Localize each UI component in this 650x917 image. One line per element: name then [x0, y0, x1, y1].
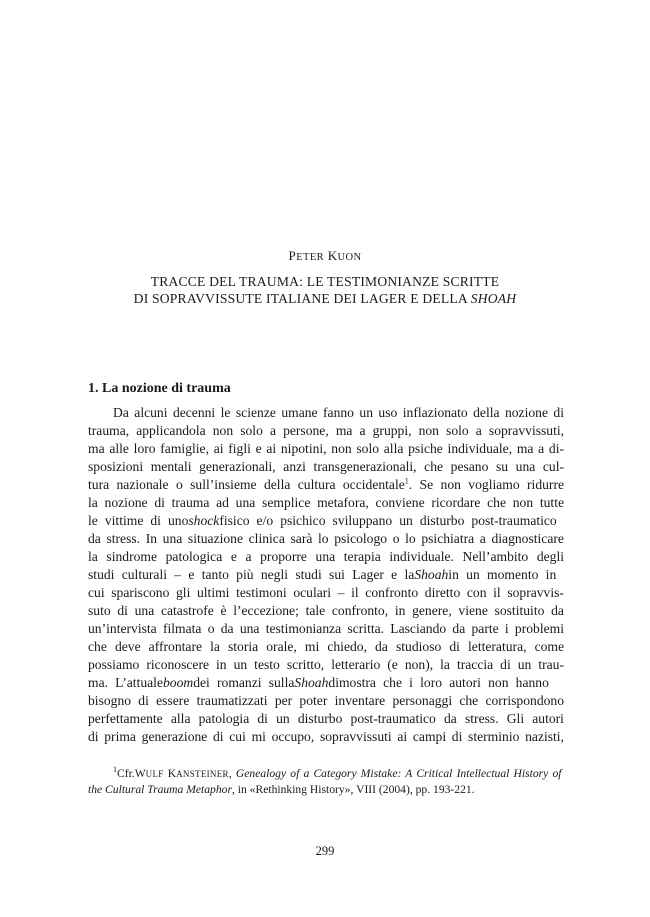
body-line: che deve affrontare la storia orale, mi chiedo, da studioso di letteratura, come	[88, 639, 565, 654]
body-line: la sindrome patologica e a proporre una terapia individuale. Nell’ambito degli	[88, 549, 565, 564]
footnote-number: 1	[113, 765, 117, 775]
title-line-2: DI SOPRAVVISSUTE ITALIANE DEI LAGER E DELLA SHOAH	[133, 291, 517, 306]
body-line: studi culturali – e tanto più negli studi sui Lager e laShoahin un momento in	[88, 567, 557, 582]
page-number: 299	[315, 844, 335, 858]
footnote-line: the Cultural Trauma Metaphor, in «Rethinking History», VIII (2004), pp. 193-221.	[88, 783, 475, 796]
body-line: sposizioni mentali generazionali, anzi transgenerazionali, che pesano su una cul-	[88, 459, 565, 474]
body-line: perfettamente alla patologia di un disturbo post-traumatico da stress. Gli autori	[88, 711, 564, 726]
body-line: suto di una catastrofe è l’eccezione; tale confronto, in genere, viene sostituito da	[88, 603, 564, 618]
body-line: da stress. In una situazione clinica sarà lo psicologo o lo psichiatra a diagnosticare	[88, 531, 564, 546]
body-line: la nozione di trauma ad una semplice metafora, conviene ricordare che non tutte	[88, 495, 565, 510]
body-line: bisogno di essere traumatizzati per poter inventare personaggi che corrispondono	[88, 693, 565, 708]
footnote-ref[interactable]: 1	[404, 476, 409, 486]
body-line: di prima generazione di cui mi occupo, sopravvissuti ai campi di sterminio nazisti,	[88, 729, 564, 744]
body-line: trauma, applicandola non solo a persone, ma a gruppi, non solo a sopravvissuti,	[88, 423, 565, 438]
footnote	[88, 766, 564, 798]
body-line: tura nazionale o sull’insieme della cultura occidentale$^1$. Se non vogliamo ridurre	[88, 476, 565, 492]
body-line: Da alcuni decenni le scienze umane fanno un uso inflazionato della nozione di	[113, 405, 565, 420]
body-line: ma alle loro famiglie, ai figli e ai nipotini, non solo alla psiche individuale, ma a di-	[88, 441, 565, 456]
body-text	[88, 404, 564, 746]
body-line: le vittime di unoshockfisico e/o psichico sviluppano un disturbo post-traumatico	[88, 513, 557, 528]
body-line: cui spariscono gli ultimi testimoni oculari – il confronto diretto con il sopravvis-	[88, 585, 564, 600]
article-title	[0, 273, 650, 307]
body-line: possiamo riconoscere in un testo scritto, letterario (e non), la traccia di un trau-	[88, 657, 564, 672]
author-name: PETER KUON	[288, 248, 362, 263]
body-line: ma. L’attualeboomdei romanzi sullaShoahdimostra che i loro autori non hanno	[88, 675, 549, 690]
body-line: un’intervista filmata o da una testimonianza scritta. Lasciando da parte i problemi	[88, 621, 565, 636]
footnote-line: $^1$Cfr.WULF KANSTEINER, Genealogy of a Category Mistake: A Critical Intellectual History of	[113, 765, 562, 780]
title-line-1: TRACCE DEL TRAUMA: LE TESTIMONIANZE SCRITTE	[150, 274, 500, 289]
section-heading: 1. La nozione di trauma	[88, 381, 231, 396]
